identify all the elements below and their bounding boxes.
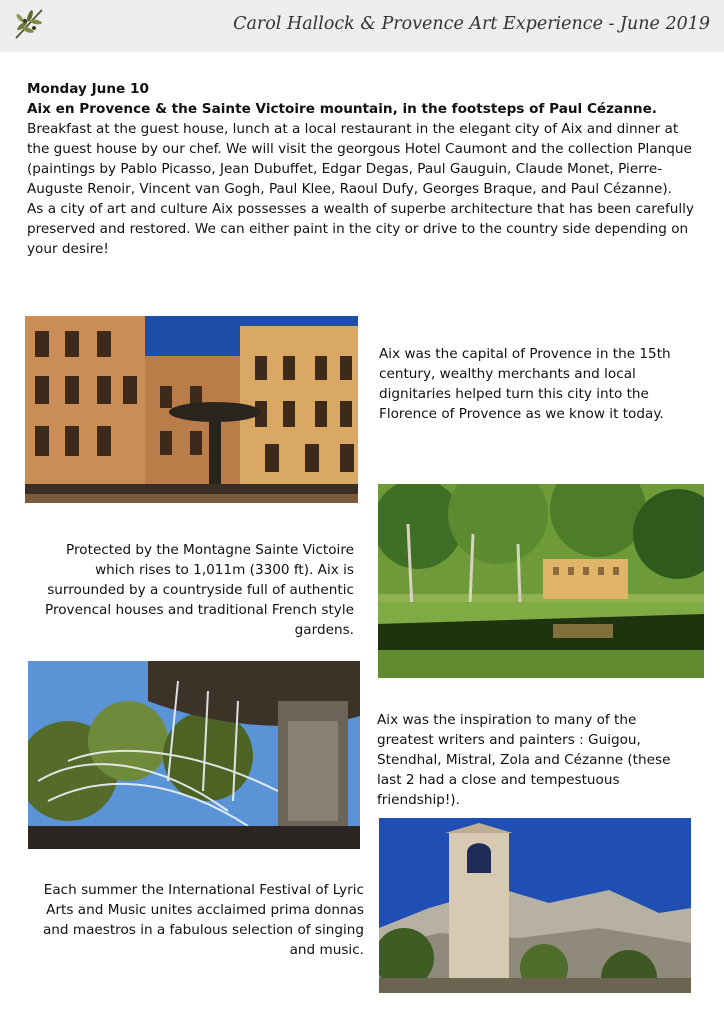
intro-paragraph-1: Breakfast at the guest house, lunch at a local restaurant in the elegant city of Aix and dinner at the guest house by our chef. We will visit the georgous Hotel Caumont and the collection Planque (paintings by Pablo Picasso, Jean Dubuffet, Edgar Degas, Paul Gauguin, Claude Monet, Pierre-Auguste Renoir, Vincent van Gogh, Paul Klee, Raoul Dufy, Georges Braque, and Paul Cézanne). xyxy=(27,121,692,197)
caption-inspiration: Aix was the inspiration to many of the greatest writers and painters : Guigou, Stendhal, Mistral, Zola and Cézanne (these last 2 had a close and tempestuous friendship!). xyxy=(377,712,671,808)
header-title: Carol Hallock & Provence Art Experience - June 2019 xyxy=(233,14,710,34)
garden-pond-photo xyxy=(378,484,704,678)
caption-capital: Aix was the capital of Provence in the 15th century, wealthy merchants and local dignitaries helped turn this city into the Florence of Provence as we know it today. xyxy=(379,346,671,422)
caption-mountain: Protected by the Montagne Sainte Victoire which rises to 1,011m (3300 ft). Aix is surrounded by a countryside full of authentic Provencal houses and traditional French style gardens. xyxy=(44,542,354,638)
caption-festival: Each summer the International Festival of Lyric Arts and Music unites acclaimed prima donnas and maestros in a fabulous selection of singing and music. xyxy=(42,882,364,958)
intro-section xyxy=(27,79,699,259)
day-subtitle: Aix en Provence & the Sainte Victoire mountain, in the footsteps of Paul Cézanne. xyxy=(27,101,657,117)
fountain-photo xyxy=(28,661,360,849)
page-header xyxy=(0,0,724,52)
day-heading: Monday June 10 xyxy=(27,81,149,97)
intro-paragraph-2: As a city of art and culture Aix possesses a wealth of superbe architecture that has been carefully preserved and restored. We can either paint in the city or drive to the country side depending on your desire! xyxy=(27,201,694,257)
sainte-victoire-chapel-photo xyxy=(379,818,691,993)
olive-branch-icon xyxy=(12,6,46,42)
hotel-facade-photo xyxy=(25,316,358,503)
